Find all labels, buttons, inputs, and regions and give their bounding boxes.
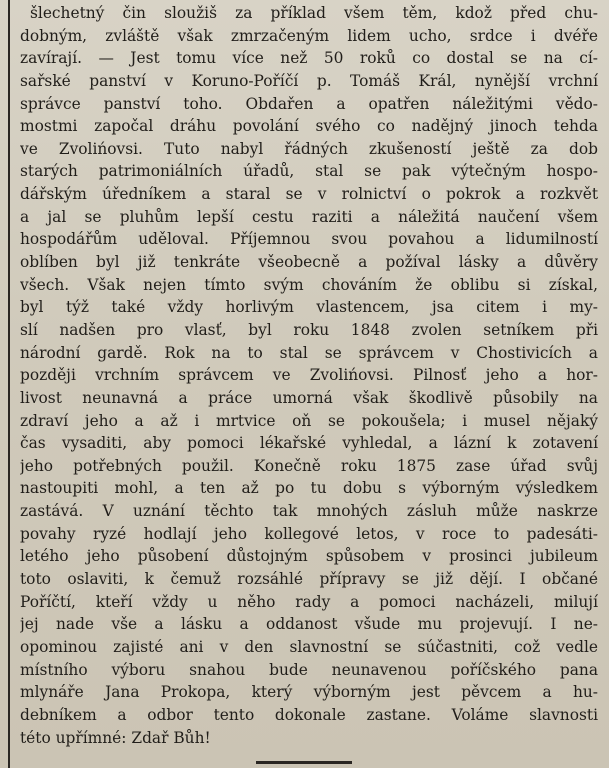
- article-line: ve Zvolińovsi. Tuto nabyl řádných zkušeností ještě za dob: [20, 139, 598, 158]
- article-line: toto oslaviti, k čemuž rozsáhlé přípravy se již dějí. I občané: [20, 570, 598, 589]
- article-line: zavírají. — Jest tomu více než 50 roků co dostal se na cí-: [20, 49, 598, 68]
- article-line: všech. Však nejen tímto svým chováním že oblibu si získal,: [20, 275, 598, 294]
- article-line: oblíben byl již tenkráte všeobecně a požíval lásky a důvěry: [20, 253, 598, 272]
- column-rule-left: [8, 0, 10, 768]
- article-line: Poříčtí, kteří vždy u něho rady a pomoci nacházeli, milují: [20, 592, 598, 611]
- article-line: debníkem a odbor tento dokonale zastane. Voláme slavnosti: [20, 705, 598, 724]
- article-line: místního výboru snahou bude neunavenou poříčského pana: [20, 660, 598, 679]
- article-line-closing: této upřímné: Zdař Bůh!: [20, 728, 211, 747]
- article-line: zastává. V uznání těchto tak mnohých zásluh může naskrze: [20, 502, 598, 521]
- article-line: jeho potřebných použil. Konečně roku 1875 zase úřad svůj: [20, 456, 598, 475]
- article-line: správce panství toho. Obdařen a opatřen náležitými vědo-: [20, 94, 598, 113]
- article-line: mostmi započal dráhu povolání svého co nadějný jinoch tehda: [20, 117, 598, 136]
- article-line: jej nade vše a lásku a oddanost všude mu projevují. I ne-: [20, 615, 598, 634]
- article-line: byl týž také vždy horlivým vlastencem, jsa citem i my-: [20, 298, 598, 317]
- article-line: sařské panství v Koruno-Poříčí p. Tomáš Král, nynější vrchní: [20, 71, 598, 90]
- article-line: dářským úředníkem a staral se v rolnictví o pokrok a rozkvět: [20, 185, 598, 204]
- article-line: později vrchním správcem ve Zvolińovsi. Pilnosť jeho a hor-: [20, 366, 598, 385]
- article-line: národní gardě. Rok na to stal se správcem v Chostivicích a: [20, 343, 598, 362]
- article-line: dobným, zvláště však zmrzačeným lidem ucho, srdce i dvéře: [20, 26, 598, 45]
- article-line: livost neunavná a práce umorná však škodlivě působily na: [20, 388, 598, 407]
- article-line: zdraví jeho a až i mrtvice oň se pokoušela; i musel nějaký: [20, 411, 598, 430]
- article-line: čas vysaditi, aby pomoci lékařské vyhledal, a lázní k zotavení: [20, 434, 598, 453]
- article-line: povahy ryzé hodlají jeho kollegové letos, v roce to padesáti-: [20, 524, 598, 543]
- article-line: nastoupiti mohl, a ten až po tu dobu s výborným výsledkem: [20, 479, 598, 498]
- article-line: mlynáře Jana Prokopa, který výborným jest pěvcem a hu-: [20, 683, 598, 702]
- article-line: opominou zajisté ani v den slavnostní se súčastniti, což vedle: [20, 637, 598, 656]
- article-column: [20, 2, 598, 749]
- article-line: hospodářům uděloval. Příjemnou svou povahou a lidumilností: [20, 230, 598, 249]
- article-line: slí nadšen pro vlasť, byl roku 1848 zvolen setníkem při: [20, 320, 598, 339]
- article-line: letého jeho působení důstojným spůsobem v prosinci jubileum: [20, 547, 598, 566]
- article-line: a jal se pluhům lepší cestu raziti a náležitá naučení všem: [20, 207, 598, 226]
- article-line: starých patrimoniálních úřadů, stal se pak výtečným hospo-: [20, 162, 598, 181]
- article-end-rule: [256, 761, 352, 764]
- article-line: šlechetný čin sloužiš za příklad všem těm, kdož před chu-: [30, 4, 598, 22]
